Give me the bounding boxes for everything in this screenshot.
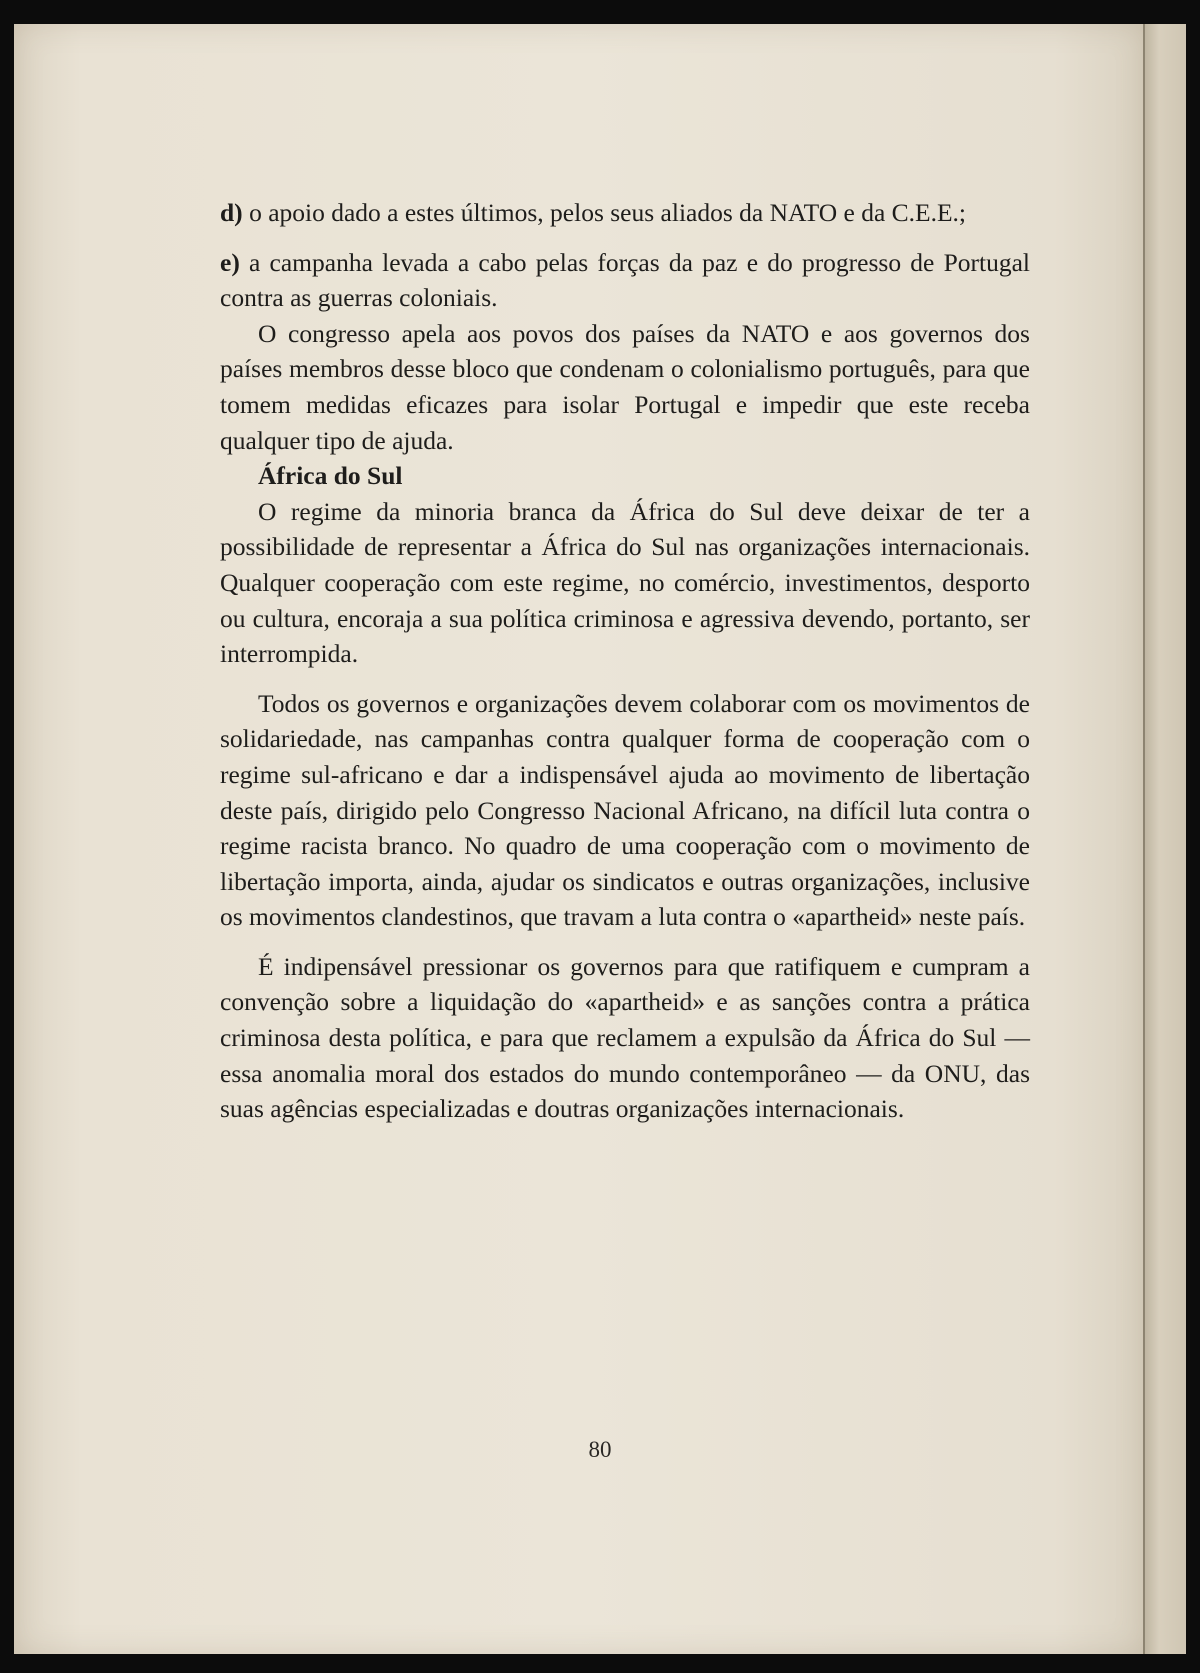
paragraph: O regime da minoria branca da África do Sul deve deixar de ter a possibilidade de representar a África do Sul nas organizações internacionais. Qualquer cooperação com este regime, no comércio, investimentos, desporto ou cultura, encoraja a sua política criminosa e agressiva devendo, portanto, ser interrompida.: [220, 496, 1030, 669]
list-item-e: [220, 245, 1030, 316]
facing-page-edge: [1145, 24, 1186, 1654]
page-number: 80: [588, 1437, 612, 1462]
paragraph: Todos os governos e organizações devem colaborar com os movimentos de solidariedade, nas campanhas contra qualquer forma de cooperação com o regime sul-africano e dar a indispensável ajuda ao movimento de libertação deste país, dirigido pelo Congresso Nacional Africano, na difícil luta contra o regime racista branco. No quadro de uma cooperação com o movimento de libertação importa, ainda, ajudar os sindicatos e outras organizações, inclusive os movimentos clandestinos, que travam a luta contra o «apartheid» neste país.: [220, 688, 1030, 932]
page-body: [220, 195, 1030, 1127]
paragraph-intro: O congresso apela aos povos dos países da NATO e aos governos dos países membros desse bloco que condenam o colonialismo português, para que tomem medidas eficazes para isolar Portugal e impedir que este receba qualquer tipo de ajuda.: [220, 318, 1030, 455]
item-text: o apoio dado a estes últimos, pelos seus aliados da NATO e da C.E.E.;: [242, 198, 967, 227]
item-text: a campanha levada a cabo pelas forças da paz e do progresso de Portugal contra as guerras coloniais.: [220, 247, 1030, 313]
item-marker: d): [220, 198, 243, 227]
item-marker: e): [220, 247, 240, 277]
section-heading: África do Sul: [258, 461, 403, 491]
paragraph: É indipensável pressionar os governos para que ratifiquem e cumpram a convenção sobre a liquidação do «apartheid» e as sanções contra a prática criminosa desta política, e para que reclamem a expulsão da África do Sul — essa anomalia moral dos estados do mundo contemporâneo — da ONU, das suas agências especializadas e doutras organizações internacionais.: [220, 951, 1030, 1124]
list-item-d: [220, 195, 1030, 231]
